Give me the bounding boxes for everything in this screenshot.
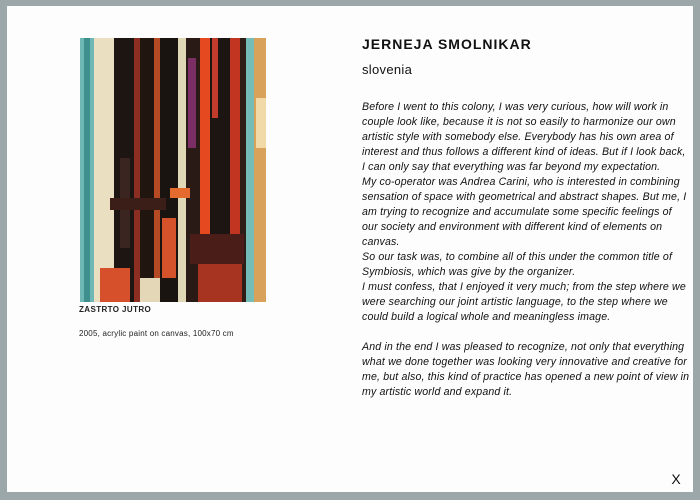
artwork-details: 2005, acrylic paint on canvas, 100x70 cm [79,329,234,338]
statement-paragraph: I must confess, that I enjoyed it very much; from the step where we were searching our joint artistic language, to the step where we could build a logical whole and meaningless image. [362,281,686,323]
artist-country: slovenia [362,62,413,77]
artist-name: JERNEJA SMOLNIKAR [362,36,532,52]
statement-paragraph: So our task was, to combine all of this under the common title of Symbiosis, which was give by the organizer. [362,251,673,278]
artwork-image [80,38,266,302]
artist-statement [362,100,690,400]
paragraph-spacer [362,325,690,340]
artwork-title: ZASTRTO JUTRO [79,305,152,314]
statement-paragraph: My co-operator was Andrea Carini, who is interested in combining sensation of space with geometrical and abstract shapes. But me, I am trying to recognize and accumulate some specific feelings of our society and environment with different kind of elements on canvas. [362,176,687,248]
close-button[interactable]: X [671,471,681,487]
statement-paragraph: And in the end I was pleased to recognize, not only that everything what we done together was looking very innovative and creative for me, but also, this kind of practice has opened a new point of view in my artistic world and expand it. [362,341,690,398]
gallery-popup [7,6,693,492]
statement-paragraph: Before I went to this colony, I was very curious, how will work in couple look like, because it is not so easily to harmonize our own artistic style with somebody else. Everybody has his own area of interest and thus follows a different kind of ideas. But if I look back, I can only say that everything was far beyond my expectation. [362,101,686,173]
